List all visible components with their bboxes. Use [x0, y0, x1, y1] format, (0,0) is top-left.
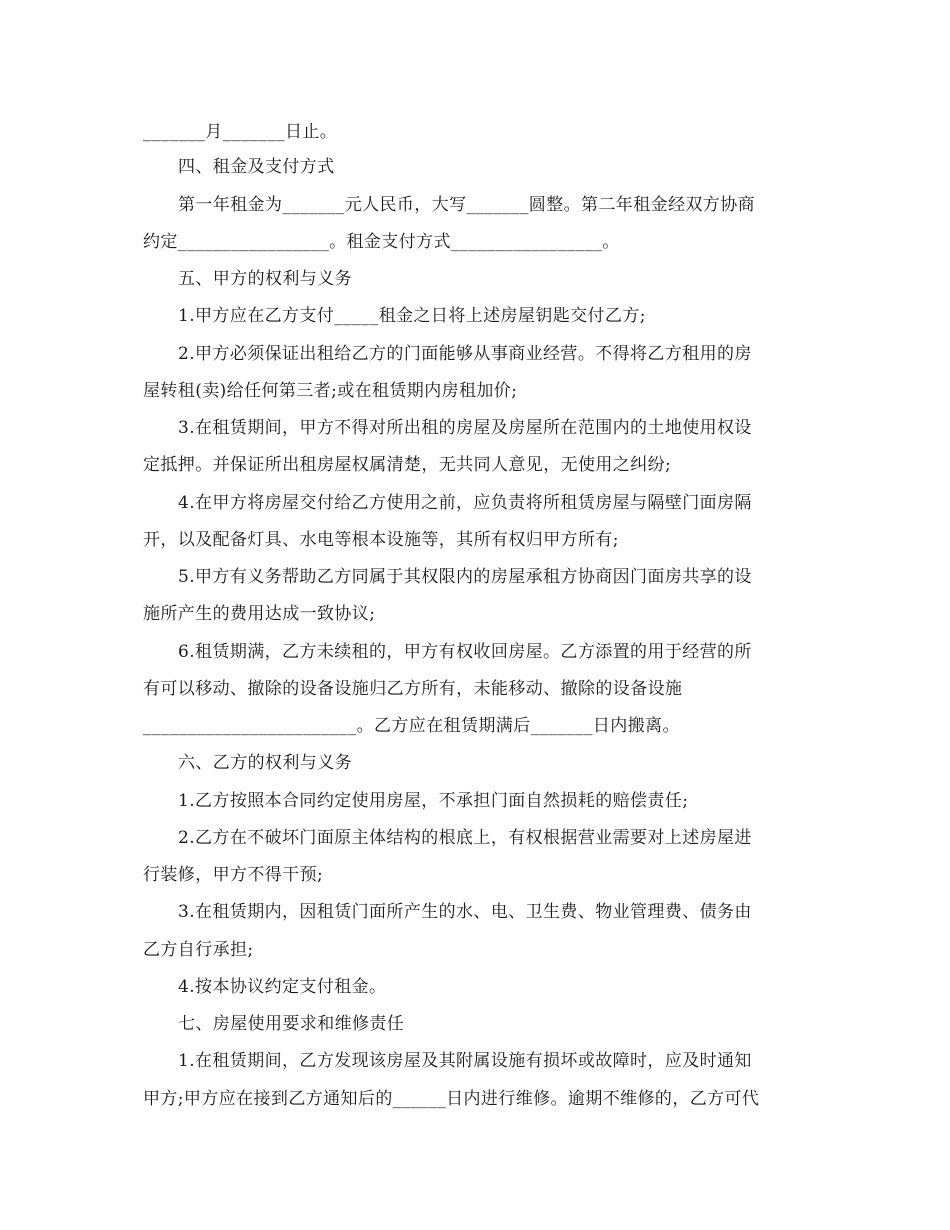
text-line: 开，以及配备灯具、水电等根本设施等，其所有权归甲方所有;: [143, 530, 619, 550]
text-line: 甲方;甲方应在接到乙方通知后的______日内进行维修。逾期不维修的，乙方可代: [143, 1089, 760, 1109]
text-line: 4.按本协议约定支付租金。: [178, 977, 387, 997]
section-heading: 六、乙方的权利与义务: [178, 753, 352, 773]
section-heading: 五、甲方的权利与义务: [178, 269, 352, 289]
text-line: 3.在租赁期间，甲方不得对所出租的房屋及房屋所在范围内的土地使用权设: [178, 418, 752, 438]
text-line: 施所产生的费用达成一致协议;: [143, 604, 376, 624]
text-line: 2.甲方必须保证出租给乙方的门面能够从事商业经营。不得将乙方租用的房: [178, 344, 752, 364]
text-line: 有可以移动、撤除的设备设施归乙方所有，未能移动、撤除的设备设施: [143, 679, 683, 699]
text-line: 1.甲方应在乙方支付_____租金之日将上述房屋钥匙交付乙方;: [178, 306, 646, 326]
text-line: 1.乙方按照本合同约定使用房屋，不承担门面自然损耗的赔偿责任;: [178, 791, 689, 811]
text-line: 2.乙方在不破坏门面原主体结构的根底上，有权根据营业需要对上述房屋进: [178, 828, 752, 848]
text-line: ________________________。乙方应在租赁期满后_______日内搬离。: [143, 716, 680, 736]
section-heading: 四、租金及支付方式: [178, 157, 335, 177]
text-line: 4.在甲方将房屋交付给乙方使用之前，应负责将所租赁房屋与隔壁门面房隔: [178, 493, 752, 513]
text-line: 1.在租赁期间，乙方发现该房屋及其附属设施有损坏或故障时，应及时通知: [178, 1051, 752, 1071]
text-line: 5.甲方有义务帮助乙方同属于其权限内的房屋承租方协商因门面房共享的设: [178, 567, 752, 587]
text-line: 约定_________________。租金支付方式_________________。: [143, 232, 620, 252]
text-line: 定抵押。并保证所出租房屋权属清楚，无共同人意见，无使用之纠纷;: [143, 455, 672, 475]
text-line: 乙方自行承担;: [143, 940, 254, 960]
text-line: 屋转租(卖)给任何第三者;或在租赁期内房租加价;: [143, 381, 518, 401]
text-line: 行装修，甲方不得干预;: [143, 865, 324, 885]
text-line: 第一年租金为_______元人民币，大写_______圆整。第二年租金经双方协商: [178, 195, 755, 215]
text-line: 3.在租赁期内，因租赁门面所产生的水、电、卫生费、物业管理费、债务由: [178, 902, 752, 922]
text-line: _______月_______日止。: [143, 122, 338, 142]
section-heading: 七、房屋使用要求和维修责任: [178, 1014, 405, 1034]
text-line: 6.租赁期满，乙方未续租的，甲方有权收回房屋。乙方添置的用于经营的所: [178, 642, 752, 662]
